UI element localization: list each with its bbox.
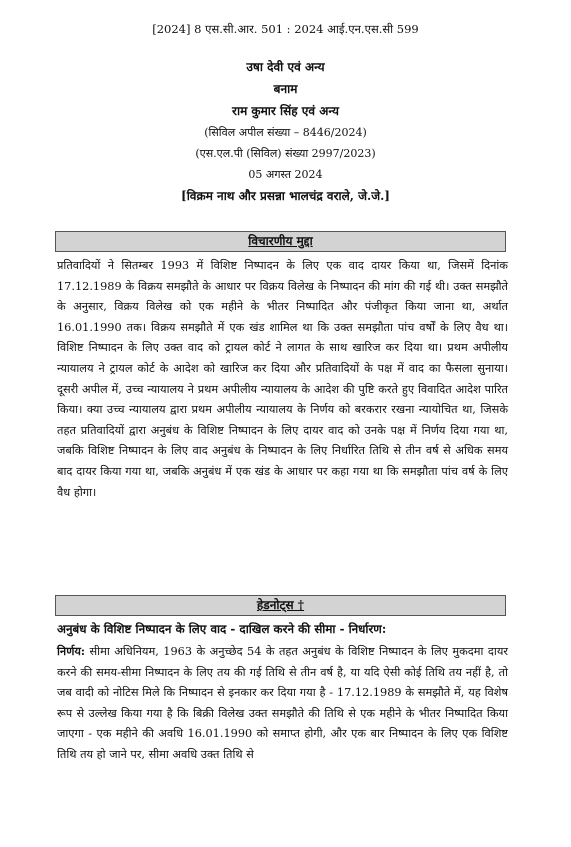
report-citation: [2024] 8 एस.सी.आर. 501 : 2024 आई.एन.एस.सी 599 — [152, 22, 419, 36]
headnote-paragraph — [57, 641, 508, 766]
appellants: उषा देवी एवं अन्य — [246, 60, 325, 74]
headnote-subheading: अनुबंध के विशिष्ट निष्पादन के लिए वाद - दाखिल करने की सीमा - निर्धारण: — [57, 622, 387, 636]
issue-paragraph: प्रतिवादियों ने सितम्बर 1993 में विशिष्ट निष्पादन के लिए एक वाद दायर किया था, जिसमें दिनांक 17.12.1989 के विक्रय समझौते के आधार पर विक्रय विलेख के निष्पादन की मांग की गई थी। उक्त समझौते के अनुसार, विक्रय विलेख को एक महीने के भीतर निष्पादित और पंजीकृत किया जाना था, अर्थात 16.01.1990 तक। विक्रय समझौते में एक खंड शामिल था कि उक्त समझौता पांच वर्षों के लिए वैध था। विशिष्ट निष्पादन के लिए उक्त वाद को ट्रायल कोर्ट ने लागत के साथ खारिज कर दिया था। प्रथम अपीलीय न्यायालय ने ट्रायल कोर्ट के आदेश को खारिज कर दिया और प्रतिवादियों के पक्ष में वाद का फैसला सुनाया। दूसरी अपील में, उच्च न्यायालय ने प्रथम अपीलीय न्यायालय के आदेश की पुष्टि करते हुए विवादित आदेश पारित किया। क्या उच्च न्यायालय द्वारा प्रथम अपीलीय न्यायालय के निर्णय को बरकरार रखना न्यायोचित था, जिसके तहत प्रतिवादियों द्वारा अनुबंध के विशिष्ट निष्पादन के लिए दायर वाद को उनके पक्ष में निर्णय दिया गया था, जबकि विशिष्ट निष्पादन के लिए वाद अनुबंध के निष्पादन के लिए निर्धारित तिथि से तीन वर्ष से अधिक समय बाद दायर किया गया था, जबकि अनुबंध में एक खंड के आधार पर कहा गया था कि समझौता पांच वर्ष के लिए वैध होगा। — [57, 259, 508, 499]
judgment-date: 05 अगस्त 2024 — [248, 168, 323, 181]
issue-heading-bar — [55, 231, 506, 252]
slp-number: (एस.एल.पी (सिविल) संख्या 2997/2023) — [195, 147, 376, 160]
headnotes-heading-bar — [55, 595, 506, 616]
appeal-number: (सिविल अपील संख्या – 8446/2024) — [204, 126, 367, 139]
issue-heading: विचारणीय मुद्दा — [248, 234, 313, 248]
versus-label: बनाम — [273, 82, 298, 96]
headnotes-heading: हेडनोट्स † — [256, 598, 305, 612]
held-label: निर्णय: — [57, 644, 86, 658]
bench: [विक्रम नाथ और प्रसन्ना भालचंद्र वराले, जे.जे.] — [181, 189, 390, 203]
held-text: सीमा अधिनियम, 1963 के अनुच्छेद 54 के तहत अनुबंध के विशिष्ट निष्पादन के लिए मुकदमा दायर करने की समय-सीमा निष्पादन के लिए तय की गई तिथि से तीन वर्ष है, या यदि ऐसी कोई तिथि तय नहीं है, तो जब वादी को नोटिस मिले कि निष्पादन से इनकार कर दिया गया है - 17.12.1989 के समझौते में, यह विशेष रूप से उल्लेख किया गया है कि बिक्री विलेख उक्त समझौते की तिथि से एक महीने के भीतर निष्पादित किया जाएगा - एक महीने की अवधि 16.01.1990 को समाप्त होगी, और एक बार निष्पादन के लिए एक विशिष्ट तिथि तय हो जाने पर, सीमा अवधि उक्त तिथि से — [57, 645, 508, 761]
case-title-block — [0, 56, 571, 207]
respondents: राम कुमार सिंह एवं अन्य — [232, 104, 339, 118]
